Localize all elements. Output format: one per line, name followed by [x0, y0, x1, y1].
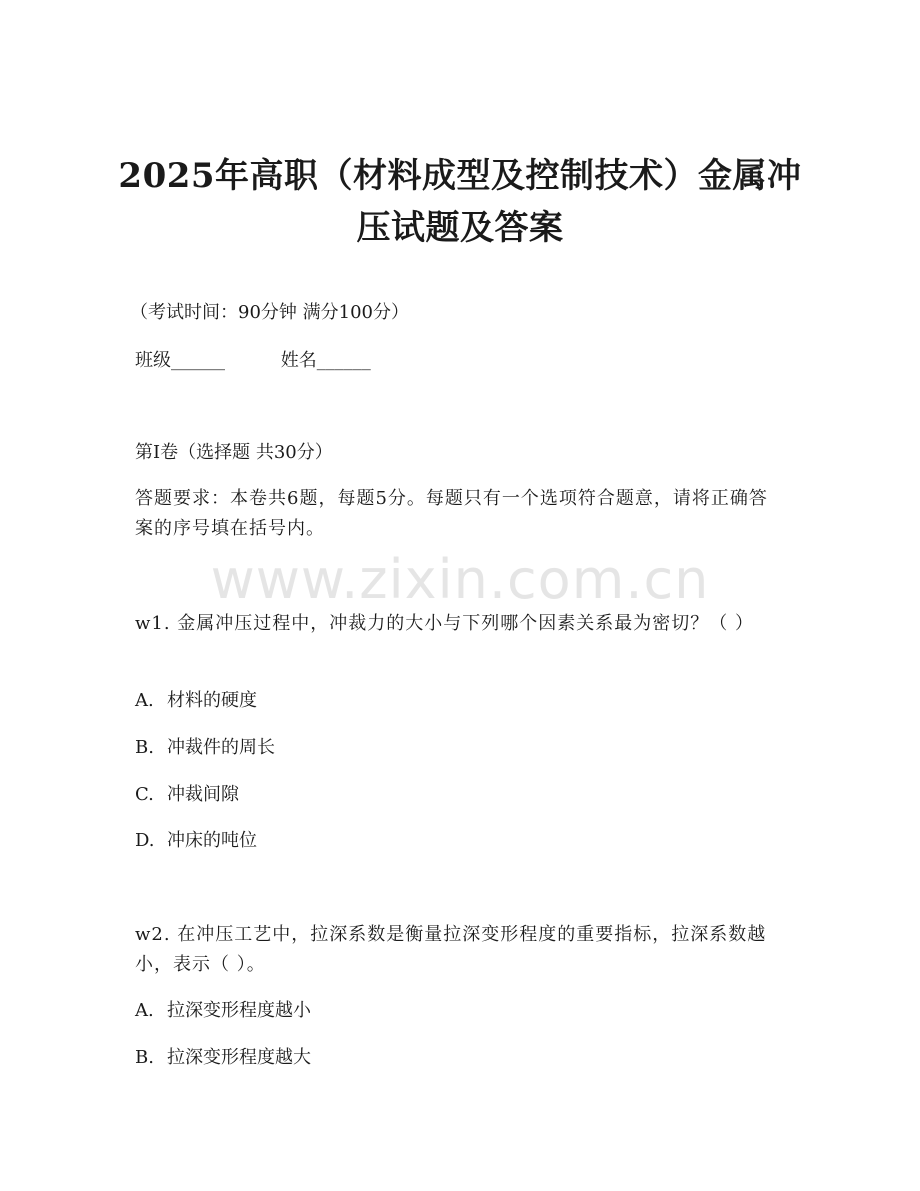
- question-2-option-b: [135, 1043, 775, 1073]
- option-text: 材料的硬度: [167, 690, 257, 711]
- option-letter: B.: [135, 1047, 154, 1068]
- option-text: 冲床的吨位: [167, 830, 257, 851]
- name-field: 姓名______: [280, 350, 371, 371]
- question-2-option-a: [135, 996, 775, 1026]
- option-letter: B.: [135, 737, 154, 758]
- document-title-line-1: 2025年高职（材料成型及控制技术）金属冲: [118, 156, 802, 196]
- exam-info: （考试时间：90分钟 满分100分）: [130, 302, 409, 323]
- option-letter: A.: [135, 690, 154, 711]
- option-text: 冲裁件的周长: [167, 737, 275, 758]
- question-1-option-a: [135, 686, 775, 716]
- option-text: 拉深变形程度越小: [167, 1000, 311, 1021]
- question-1-option-c: [135, 780, 775, 810]
- option-text: 拉深变形程度越大: [167, 1047, 311, 1068]
- watermark: www.zixin.com.cn: [210, 548, 710, 611]
- question-1-stem: w1. 金属冲压过程中，冲裁力的大小与下列哪个因素关系最为密切？（ ）: [135, 613, 755, 634]
- student-info-row: [135, 346, 785, 376]
- instructions: 答题要求：本卷共6题，每题5分。每题只有一个选项符合题意，请将正确答案的序号填在括号内。: [135, 488, 768, 539]
- question-2-stem: w2. 在冲压工艺中，拉深系数是衡量拉深变形程度的重要指标，拉深系数越小，表示（ ）。: [135, 924, 767, 975]
- option-letter: A.: [135, 1000, 154, 1021]
- class-field: 班级______: [135, 350, 225, 371]
- question-1-option-b: [135, 733, 775, 763]
- question-1-option-d: [135, 826, 775, 856]
- document-title-line-2: 压试题及答案: [356, 208, 564, 248]
- section-header: 第I卷（选择题 共30分）: [135, 442, 333, 463]
- option-letter: C.: [135, 784, 154, 805]
- option-letter: D.: [135, 830, 155, 851]
- option-text: 冲裁间隙: [167, 784, 239, 805]
